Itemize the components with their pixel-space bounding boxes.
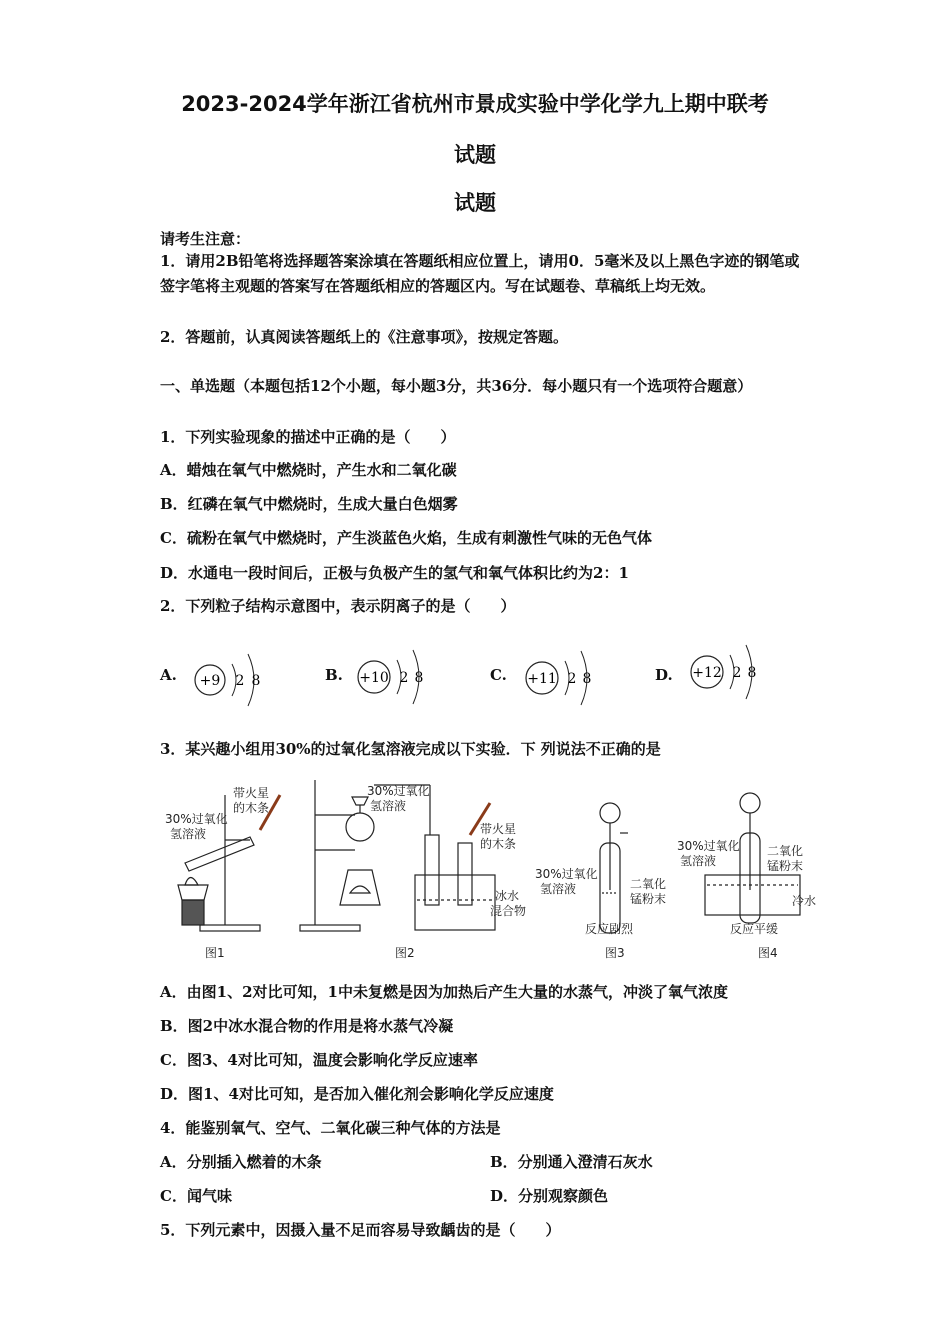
option-label: B. <box>325 666 343 684</box>
q1-option-b: B．红磷在氧气中燃烧时，生成大量白色烟雾 <box>160 495 458 513</box>
q1-option-c: C．硫粉在氧气中燃烧时，产生淡蓝色火焰，生成有刺激性气味的无色气体 <box>160 529 652 547</box>
svg-text:8: 8 <box>414 670 424 686</box>
svg-text:锰粉末: 锰粉末 <box>767 859 804 873</box>
q4-option-b: B．分别通入澄清石灰水 <box>490 1153 653 1171</box>
atom-diagram-d <box>685 628 775 708</box>
svg-text:30%过氧化: 30%过氧化 <box>677 839 740 853</box>
svg-text:冷水: 冷水 <box>792 894 817 908</box>
notice-item-2: 2．答题前，认真阅读答题纸上的《注意事项》，按规定答题。 <box>160 328 568 346</box>
section-heading: 一、单选题（本题包括12个小题，每小题3分，共36分．每小题只有一个选项符合题意） <box>160 377 753 395</box>
svg-text:二氧化: 二氧化 <box>767 844 804 858</box>
q3-option-b: B．图2中冰水混合物的作用是将水蒸气冷凝 <box>160 1017 454 1035</box>
svg-text:带火星: 带火星 <box>480 822 517 836</box>
q4-option-c: C．闻气味 <box>160 1187 232 1205</box>
svg-text:+11: +11 <box>527 671 557 687</box>
svg-text:30%过氧化: 30%过氧化 <box>367 784 430 798</box>
svg-text:图1: 图1 <box>205 946 225 960</box>
svg-text:反应剧烈: 反应剧烈 <box>585 922 634 936</box>
svg-text:氢溶液: 氢溶液 <box>170 827 207 841</box>
svg-text:锰粉末: 锰粉末 <box>630 892 667 906</box>
svg-text:冰水: 冰水 <box>495 889 520 903</box>
q3-option-a: A．由图1、2对比可知，1中未复燃是因为加热后产生大量的水蒸气，冲淡了氧气浓度 <box>160 983 728 1001</box>
svg-text:+12: +12 <box>692 665 722 681</box>
doc-title: 2023-2024学年浙江省杭州市景成实验中学化学九上期中联考 <box>181 92 769 116</box>
q4-stem: 4．能鉴别氧气、空气、二氧化碳三种气体的方法是 <box>160 1119 501 1137</box>
notice-item-1: 1．请用2B铅笔将选择题答案涂填在答题纸相应位置上，请用0．5毫米及以上黑色字迹的钢笔或签字笔将主观题的答案写在答题纸相应的答题区内。写在试题卷、草稿纸上均无效。 <box>160 252 800 295</box>
option-label: D. <box>655 666 673 684</box>
q4-option-a: A．分别插入燃着的木条 <box>160 1153 322 1171</box>
svg-text:30%过氧化: 30%过氧化 <box>535 867 598 881</box>
q3-option-c: C．图3、4对比可知，温度会影响化学反应速率 <box>160 1051 478 1069</box>
svg-text:2: 2 <box>399 670 409 686</box>
svg-text:8: 8 <box>251 673 261 689</box>
q1-option-a: A．蜡烛在氧气中燃烧时，产生水和二氧化碳 <box>160 461 457 479</box>
q2-stem: 2．下列粒子结构示意图中，表示阴离子的是（ ） <box>160 597 516 615</box>
svg-text:2: 2 <box>235 673 245 689</box>
svg-text:二氧化: 二氧化 <box>630 877 667 891</box>
svg-text:8: 8 <box>582 671 592 687</box>
svg-text:氢溶液: 氢溶液 <box>680 854 717 868</box>
svg-text:图2: 图2 <box>395 946 415 960</box>
q1-option-d: D．水通电一段时间后，正极与负极产生的氢气和氧气体积比约为2：1 <box>160 564 629 582</box>
notice-heading: 请考生注意： <box>160 230 251 248</box>
svg-text:8: 8 <box>747 665 757 681</box>
q3-stem: 3．某兴趣小组用30%的过氧化氢溶液完成以下实验．下 列说法不正确的是 <box>160 740 661 758</box>
svg-text:的木条: 的木条 <box>233 801 270 815</box>
svg-text:2: 2 <box>567 671 577 687</box>
svg-text:2: 2 <box>732 665 742 681</box>
q1-stem: 1．下列实验现象的描述中正确的是（ ） <box>160 428 456 446</box>
atom-diagram-c <box>520 640 610 720</box>
q4-option-d: D．分别观察颜色 <box>490 1187 609 1205</box>
q5-stem: 5．下列元素中，因摄入量不足而容易导致龋齿的是（ ） <box>160 1221 561 1239</box>
svg-text:氢溶液: 氢溶液 <box>370 799 407 813</box>
option-label: C. <box>490 666 507 684</box>
q3-option-d: D．图1、4对比可知，是否加入催化剂会影响化学反应速度 <box>160 1085 554 1103</box>
option-label: A. <box>160 666 177 684</box>
svg-text:反应平缓: 反应平缓 <box>730 922 779 936</box>
svg-text:+10: +10 <box>359 670 389 686</box>
svg-text:的木条: 的木条 <box>480 837 517 851</box>
atom-diagram-a <box>190 640 280 720</box>
svg-text:图4: 图4 <box>758 946 778 960</box>
svg-text:带火星: 带火星 <box>233 786 270 800</box>
svg-text:混合物: 混合物 <box>490 904 527 918</box>
svg-text:图3: 图3 <box>605 946 625 960</box>
doc-subtitle: 试题 <box>454 191 496 215</box>
atom-diagram-b <box>352 640 442 720</box>
svg-text:氢溶液: 氢溶液 <box>540 882 577 896</box>
svg-text:30%过氧化: 30%过氧化 <box>165 812 228 826</box>
doc-title-line2: 试题 <box>454 143 496 167</box>
q3-apparatus-figure <box>160 775 820 965</box>
svg-text:+9: +9 <box>199 673 221 689</box>
